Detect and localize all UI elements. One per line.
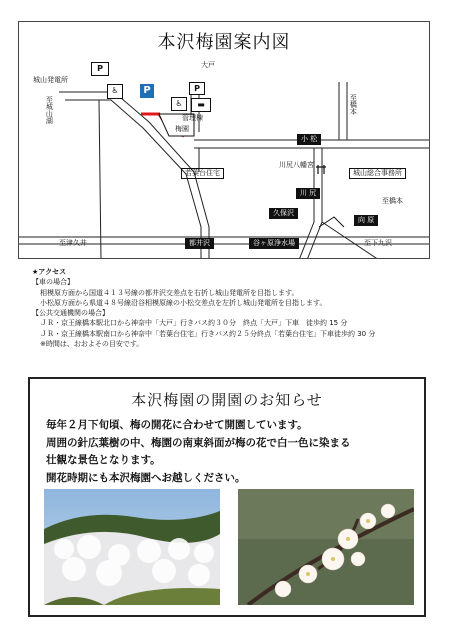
transit-note: ※時間は、おおよその目安です。	[40, 340, 144, 349]
parking-icon-top: P	[189, 82, 205, 95]
label-shimokunugi: 至下九沢	[364, 239, 392, 247]
access-info	[32, 267, 442, 349]
parking-blue-icon: P	[140, 84, 154, 98]
map-title: 本沢梅園案内図	[157, 32, 291, 53]
toilet-icon-left: ♿	[107, 84, 123, 99]
toilet-icon-right: ♿	[171, 97, 187, 111]
transit-line-2: ＪＲ・京王線橋本駅南口から神奈中「若葉台住宅」行きバス約２５分終点「若葉台住宅」下車徒歩約 30 分	[40, 329, 376, 338]
label-kunogi: 至津久井	[59, 239, 87, 247]
notice-line-1: 毎年２月下旬頃、梅の開花に合わせて開園しています。	[46, 419, 308, 431]
label-komatsu: 小 松	[297, 134, 321, 145]
notice-title: 本沢梅園の開園のお知らせ	[131, 391, 323, 409]
label-wakaba: 若葉台住宅	[181, 168, 224, 179]
orchard-photo	[44, 489, 220, 605]
label-mukaihara: 向 原	[354, 215, 378, 226]
label-baien: 梅園	[175, 125, 189, 133]
label-kawajiri: 川 尻	[296, 188, 320, 199]
notice-line-3: 壮観な景色となります。	[46, 454, 161, 466]
label-oto: 大戸	[201, 61, 215, 69]
opening-notice	[28, 377, 426, 617]
label-hashimoto-vertical: 至橋本	[349, 94, 358, 115]
label-tsuizawa: 都井沢	[185, 238, 214, 249]
label-yagahara: 谷ヶ原浄水場	[249, 238, 299, 249]
notice-line-2: 周囲の針広葉樹の中、梅園の南東斜面が梅の花で白一色に染まる	[46, 436, 351, 449]
label-hashimoto: 至橋本	[382, 197, 403, 205]
car-line-1: 相模原方面から国道４１３号線の都井沢交差点を右折し城山発電所を目指します。	[40, 288, 299, 297]
label-kubozawa: 久保沢	[269, 208, 298, 219]
label-shiroyama-road: 至城山湖	[45, 96, 54, 124]
notice-body	[46, 417, 351, 487]
transit-heading: 【公共交通機関の場合】	[32, 309, 109, 318]
car-line-2: 小松原方面から県道４８号線沿谷相模原線の小松交差点を左折し城山発電所を目指します。	[40, 298, 327, 307]
label-sogo: 城山総合事務所	[349, 168, 406, 179]
label-shiroyama-lot: 城山発電所	[33, 76, 68, 84]
notice-line-4: 開花時期にも本沢梅園へお越しください。	[46, 471, 246, 484]
label-hachiman: 川尻八幡宮	[279, 161, 314, 169]
access-map	[18, 21, 430, 259]
label-kanri: 管理棟	[182, 114, 203, 122]
car-heading: 【車の場合】	[32, 278, 74, 287]
car-icon: ▬	[191, 98, 211, 112]
parking-icon-left: P	[91, 62, 109, 76]
blossom-photo	[238, 489, 414, 605]
access-heading: ★アクセス	[32, 268, 67, 276]
transit-line-1: ＪＲ・京王線橋本駅北口から神奈中「大戸」行きバス約３０分 終点「大戸」下車 徒歩約 15 分	[40, 319, 348, 328]
